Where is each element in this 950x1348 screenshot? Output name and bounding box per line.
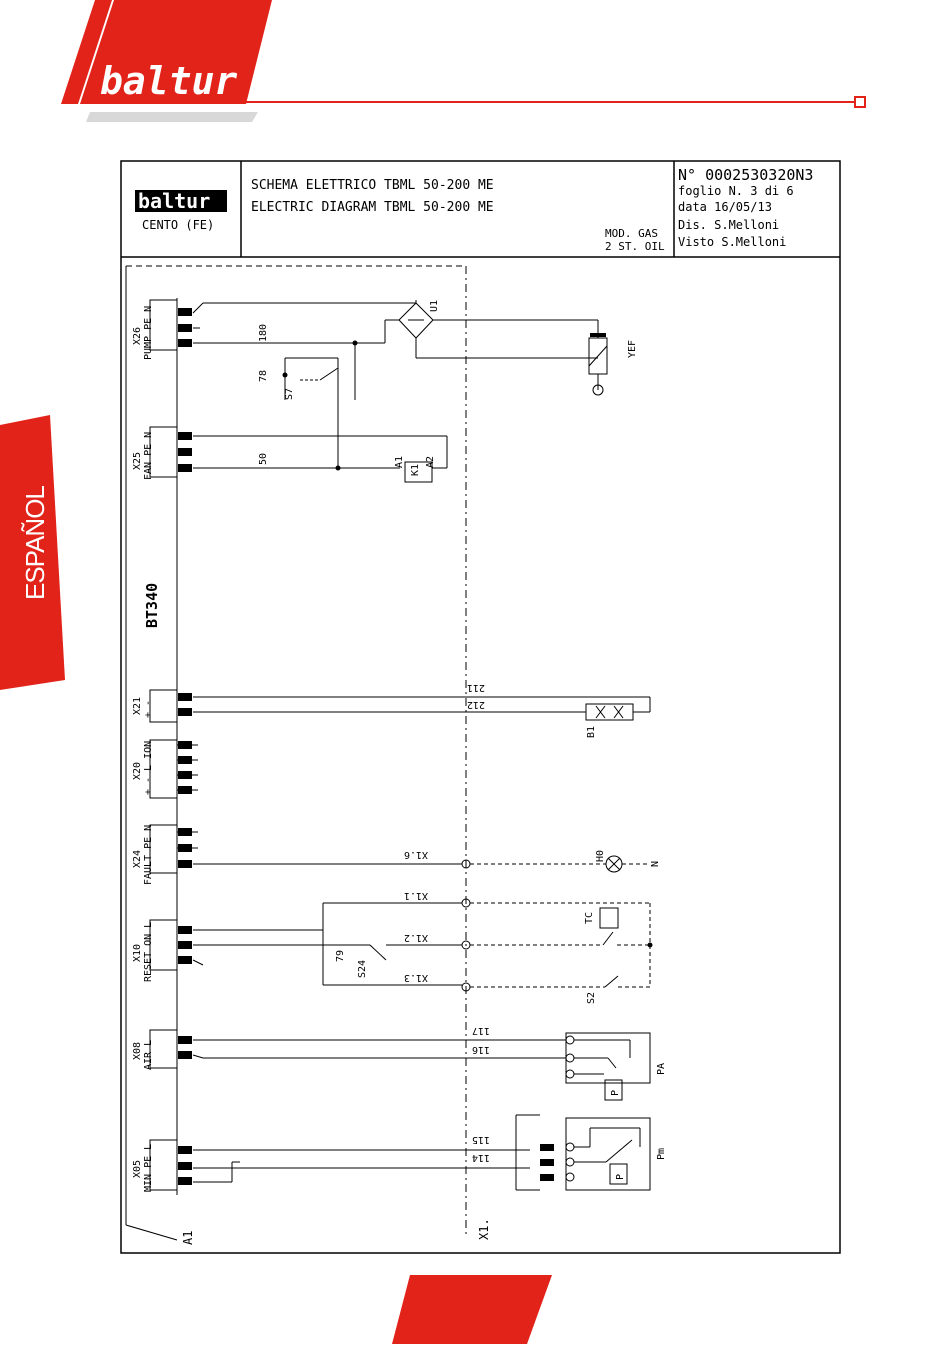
connector-pins (178, 308, 606, 1185)
drawing-date: data 16/05/13 (678, 200, 772, 214)
model-line-1: MOD. GAS (605, 227, 658, 240)
header-logo (61, 0, 272, 122)
wire-78: 78 (258, 369, 269, 382)
comp-a2: A2 (425, 455, 436, 468)
comp-p-min: P (615, 1173, 626, 1180)
wire-116: 116 (471, 1044, 490, 1055)
term-x1-1: X1.1 (403, 890, 428, 901)
wire-180: 180 (258, 323, 269, 342)
conn-fn-x08: AIR L (143, 1039, 154, 1070)
wire-115: 115 (471, 1134, 490, 1145)
term-x1-3: X1.3 (403, 972, 428, 983)
conn-fn-x24: FAULT PE N (143, 824, 154, 885)
model-line-2: 2 ST. OIL (605, 240, 665, 253)
wire-117: 117 (471, 1025, 490, 1036)
wire-212: 212 (466, 699, 485, 710)
comp-yef: YEF (627, 339, 638, 358)
title-english: ELECTRIC DIAGRAM TBML 50-200 ME (251, 200, 494, 215)
conn-fn-x05: MIN PE L (143, 1143, 154, 1192)
schematic (126, 266, 652, 1240)
company-city: CENTO (FE) (142, 218, 215, 232)
conn-id-x05: X05 (132, 1159, 143, 1178)
sheet-number: foglio N. 3 di 6 (678, 184, 794, 198)
conn-id-x20: X20 (132, 761, 143, 780)
module-label: A1 (181, 1230, 195, 1245)
conn-fn-x10: RESET ON L (143, 921, 154, 982)
conn-id-x08: X08 (132, 1041, 143, 1060)
comp-s2: S2 (586, 991, 597, 1004)
conn-fn-x26: PUMP PE N (143, 305, 154, 360)
conn-fn-x20: + - L ION (143, 740, 154, 795)
conn-fn-x21: + - (143, 699, 154, 718)
conn-id-x21: X21 (132, 696, 143, 715)
wire-114: 114 (471, 1152, 490, 1163)
comp-p-air: P (610, 1089, 621, 1096)
checked-by: Visto S.Melloni (678, 235, 787, 249)
conn-id-x26: X26 (132, 326, 143, 345)
comp-b1: B1 (586, 725, 597, 738)
header-rule-end (855, 97, 865, 107)
comp-h0: H0 (595, 849, 606, 862)
wire-50: 50 (258, 452, 269, 465)
comp-pm: Pm (656, 1147, 667, 1160)
conn-id-x24: X24 (132, 849, 143, 868)
wire-211: 211 (466, 682, 485, 693)
comp-s7: S7 (284, 387, 295, 400)
bottom-tab (392, 1275, 552, 1344)
comp-pa: PA (656, 1062, 667, 1075)
drawn-by: Dis. S.Melloni (678, 218, 780, 232)
drawing-number: N° 0002530320N3 (678, 166, 814, 184)
comp-tc: TC (584, 911, 595, 924)
title-block-logo (135, 189, 227, 213)
comp-n: N (650, 860, 661, 867)
header-logo-text: baltur (100, 59, 238, 103)
terminal-strip-label: X1. (477, 1218, 491, 1240)
wire-79: 79 (335, 949, 346, 962)
language-label: ESPAÑOL (20, 486, 50, 600)
conn-id-x10: X10 (132, 943, 143, 962)
conn-fn-x25: FAN PE N (143, 431, 154, 480)
comp-s24: S24 (357, 959, 368, 978)
controller-label: BT340 (143, 582, 161, 628)
term-x1-6: X1.6 (403, 849, 428, 860)
comp-a1: A1 (394, 455, 405, 468)
conn-id-x25: X25 (132, 451, 143, 470)
schematic-labels (132, 300, 667, 1245)
term-x1-2: X1.2 (403, 932, 428, 943)
comp-k1: K1 (410, 463, 421, 476)
title-italian: SCHEMA ELETTRICO TBML 50-200 ME (251, 178, 494, 193)
comp-u1: U1 (429, 299, 440, 312)
title-logo-text: baltur (138, 189, 211, 213)
